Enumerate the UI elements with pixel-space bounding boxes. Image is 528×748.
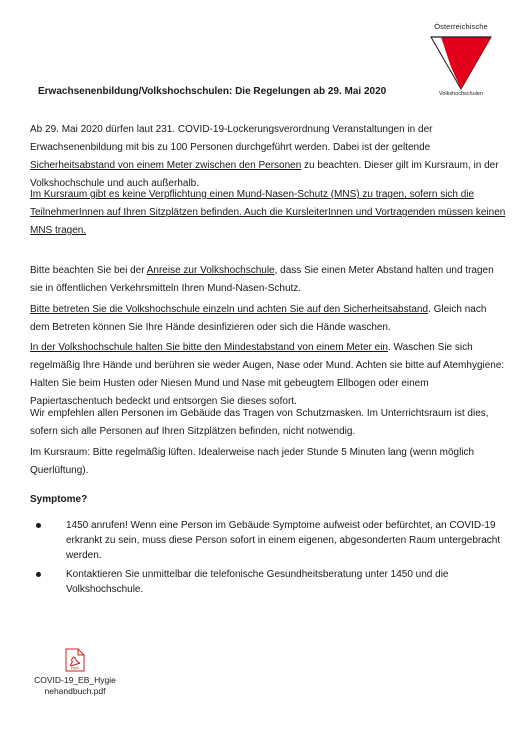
attachment-filename [30,675,120,697]
paragraph-text: . Waschen Sie sich regelmäßig Ihre Hände und berühren sie weder Augen, Nase oder Mund. Achten sie bitte auf Atemhygiene: Halten Sie beim Husten oder Niesen Mund und Nase mit gebeugtem Ellbogen oder einem Papiertaschentuch bedeckt und entsorgen Sie dieses sofort. [30,342,505,407]
paragraph-masks: Wir empfehlen allen Personen im Gebäude das Tragen von Schutzmasken. Im Unterrichtsraum ist dies, sofern sich alle Personen auf Ihren Sitzplätzen befinden, nicht notwendig. [30,408,489,437]
logo-bottom-text: Volkshochschulen [438,91,484,97]
logo-top-text: Österreichische [434,22,488,31]
paragraph-ventilation: Im Kursraum: Bitte regelmäßig lüften. Idealerweise nach jeder Stunde 5 Minuten lang (wenn möglich Querlüftung). [30,447,475,476]
symptoms-heading: Symptome? [30,494,88,505]
paragraph-entry [30,301,506,337]
paragraph-text: Ab 29. Mai 2020 dürfen laut 231. COVID-19-Lockerungsverordnung Veranstaltungen in der Erwachsenenbildung mit bis zu 100 Personen durchgeführt werden. Dabei ist der geltende [30,124,433,153]
pdf-icon-label: PDF [71,665,79,671]
filename-line: COVID-19_EB_Hygie [34,675,116,685]
filename-line: nehandbuch.pdf [44,686,106,696]
symptoms-list [30,518,506,601]
paragraph-text: zu beachten. Dieser gilt im Kursraum, in der Volkshochschule und auch außerhalb. [30,160,499,189]
paragraph-text: , dass Sie einen Meter Abstand halten und tragen sie in öffentlichen Verkehrsmitteln Ihren Mund-Nasen-Schutz. [30,265,494,294]
underlined-text: Bitte betreten Sie die Volkshochschule einzeln und achten Sie auf den Sicherheitsabstand [30,304,429,315]
paragraph-text: Bitte beachten Sie bei der [30,265,147,276]
paragraph-text: . Gleich nach dem Betreten können Sie Ihre Hände desinfizieren oder sich die Hände waschen. [30,304,487,333]
paragraph-intro [30,121,506,193]
document-title: Erwachsenenbildung/Volkshochschulen: Die Regelungen ab 29. Mai 2020 [38,86,387,97]
pdf-attachment-link[interactable] [30,648,120,697]
bullet-icon [36,523,41,528]
underlined-text: Sicherheitsabstand von einem Meter zwischen den Personen [30,160,302,171]
paragraph-arrival [30,262,506,298]
list-item [30,518,506,563]
list-item [30,567,506,597]
list-item-text: 1450 anrufen! Wenn eine Person im Gebäude Symptome aufweist oder befürchtet, an COVID-19 erkrankt zu sein, muss diese Person sofort in einem eigenen, abgesonderten Raum untergebracht werden. [66,520,501,561]
pdf-file-icon [65,648,85,672]
list-item-text: Kontaktieren Sie unmittelbar die telefonische Gesundheitsberatung unter 1450 und die Volkshochschule. [66,569,449,595]
underlined-text: In der Volkshochschule halten Sie bitte den Mindestabstand von einem Meter ein [30,342,388,353]
bullet-icon [36,572,41,577]
paragraph-mns: Im Kursraum gibt es keine Verpflichtung einen Mund-Nasen-Schutz (MNS) zu tragen, sofern sich die TeilnehmerInnen auf Ihren Sitzplätzen befinden. Auch die KursleiterInnen und Vortragenden müssen keinen MNS tragen. [30,189,506,236]
logo-mark-icon [429,34,493,90]
vhs-logo [425,22,497,102]
underlined-text: Anreise zur Volkshochschule [146,265,275,276]
paragraph-hygiene [30,339,506,411]
